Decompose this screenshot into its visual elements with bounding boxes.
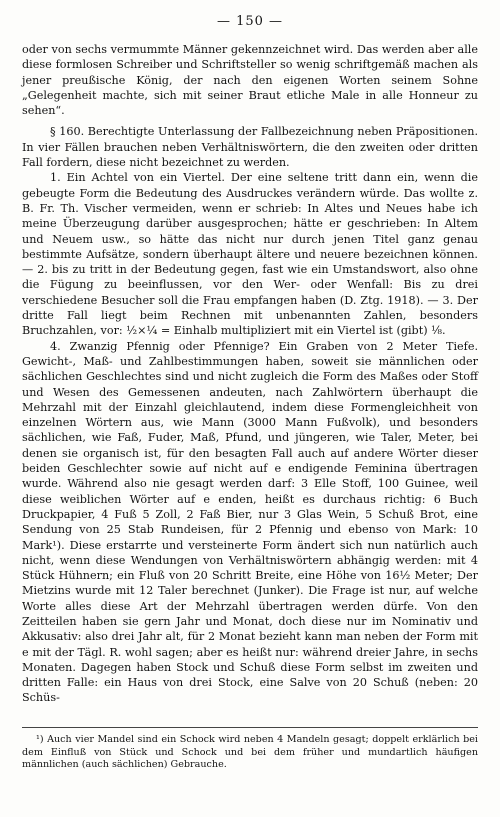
- section-160-heading-paragraph: § 160. Berechtigte Unterlassung der Fallbezeichnung neben Präpositionen. In vier Fällen brauchen neben Verhältniswörtern, die den zweiten oder dritten Fall fordern, diese nicht bezeichnet zu werden.: [22, 125, 478, 170]
- footnote-text: ¹) Auch vier Mandel sind ein Schock wird neben 4 Mandeln gesagt; doppelt erklärlich bei dem Einfluß von Stück und Schock und bei dem früher und mundartlich häufigen männlichen (auch sächlichen) Gebrauche.: [22, 734, 478, 771]
- page-number: — 150 —: [216, 14, 284, 29]
- paragraph-item-4: 4. Zwanzig Pfennig oder Pfennige? Ein Graben von 2 Meter Tiefe. Gewicht-, Maß- und Zahlbestimmungen haben, soweit sie männlichen oder sächlichen Geschlechtes sind und nicht zugleich die Form des Maßes oder Stoff und Wesen des Gemessenen andeuten, nach Zahlwörtern überhaupt die Mehrzahl mit der Einzahl gleichlautend, indem diese Formengleichheit von einzelnen Wörtern aus, wie Mann (3000 Mann Fußvolk), und besonders sächlichen, wie Faß, Fuder, Maß, Pfund, und jüngeren, wie Taler, Meter, bei denen sie organisch ist, für den besagten Fall auch auf andere Wörter dieser beiden Geschlechter sowie auf nicht auf e endigende Feminina übertragen wurde. Während also nie gesagt werden darf: 3 Elle Stoff, 100 Guinee, weil diese weiblichen Wörter auf e enden, heißt es durchaus richtig: 6 Buch Druckpapier, 4 Fuß 5 Zoll, 2 Faß Bier, nur 3 Glas Wein, 5 Schuß Brot, eine Sendung von 25 Stab Rundeisen, für 2 Pfennig und ebenso von Mark: 10 Mark¹). Diese erstarrte und versteinerte Form ändert sich nun natürlich auch nicht, wenn diese Wendungen von Verhältniswörtern abhängig werden: mit 4 Stück Hühnern; ein Fluß von 20 Schritt Breite, eine Höhe von 16½ Meter; Der Mietzins wurde mit 12 Taler berechnet (Junker). Die Frage ist nur, auf welche Worte alles diese Art der Mehrzahl übertragen werden dürfe. Von den Zeitteilen haben sie gern Jahr und Monat, doch diese nur im Nominativ und Akkusativ: also drei Jahr alt, für 2 Monat bezieht kann man neben der Form mit e mit der Tägl. R. wohl sagen; aber es heißt nur: während dreier Jahre, in sechs Monaten. Dagegen haben Stock und Schuß diese Form selbst im zweiten und dritten Falle: ein Haus von drei Stock, eine Salve von 20 Schuß (neben: 20 Schüs-: [22, 339, 478, 705]
- footnote-rule: [22, 727, 478, 728]
- footnote: [22, 734, 478, 772]
- paragraph-continuation: oder von sechs vermummte Männer gekennzeichnet wird. Das werden aber alle diese formlosen Schreiber und Schriftsteller so wenig schriftgemäß machen als jener preußische König, der nach den eigenen Worten seinem Sohne „Gelegenheit machte, sich mit seiner Braut etliche Male in alle Honneur zu sehen“.: [22, 43, 478, 118]
- main-text: [22, 42, 478, 706]
- paragraph-item-1-3: 1. Ein Achtel von ein Viertel. Der eine seltene tritt dann ein, wenn die gebeugte Form die Bedeutung des Ausdruckes verändern würde. Das wollte z. B. Fr. Th. Vischer vermeiden, wenn er schrieb: In Altes und Neues habe ich meine Überzeugung darüber ausgesprochen; hätte er geschrieben: In Altem und Neuem usw., so hätte das nicht nur durch jenen Titel ganz genau bestimmte Aufsätze, sondern überhaupt ältere und neuere bezeichnen können. — 2. bis zu tritt in der Bedeutung gegen, fast wie ein Umstandswort, also ohne die Fügung zu beeinflussen, vor den Wer- oder Wenfall: Bis zu drei verschiedene Besucher soll die Frau empfangen haben (D. Ztg. 1918). — 3. Der dritte Fall liegt beim Rechnen mit unbenannten Zahlen, besonders Bruchzahlen, vor: ½×¼ = Einhalb multipliziert mit ein Viertel ist (gibt) ⅛.: [22, 171, 478, 338]
